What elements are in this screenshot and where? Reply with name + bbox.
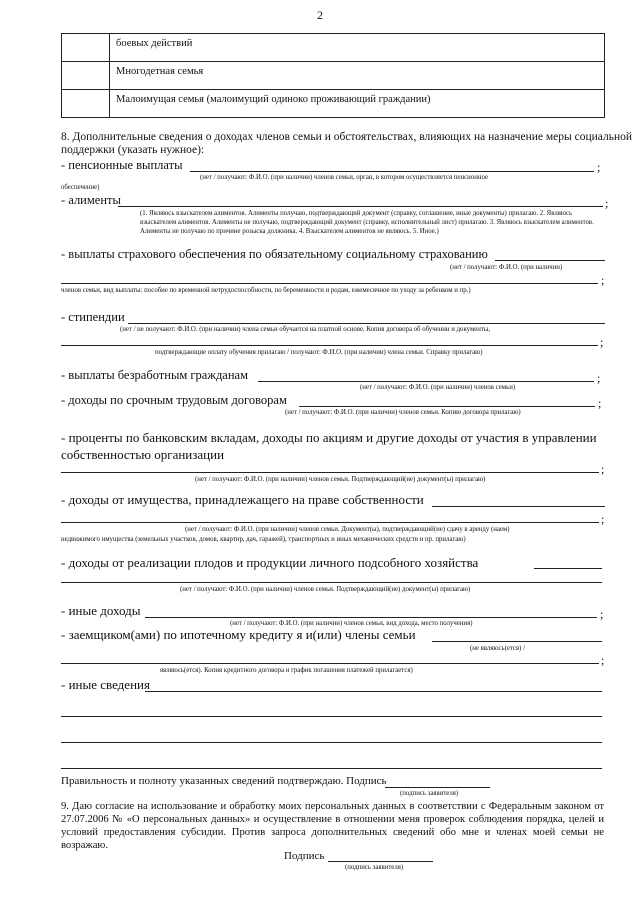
table-cell <box>62 90 110 118</box>
unemployed-label: - выплаты безработным гражданам <box>61 368 249 382</box>
other-income-label: - иные доходы <box>61 603 141 618</box>
other-info-field-2[interactable] <box>61 716 602 717</box>
mortgage-field[interactable] <box>432 641 602 642</box>
confirm-text: Правильность и полноту указанных сведений подтверждаю. Подпись <box>61 775 387 787</box>
interest-label-cont: собственностью организации <box>61 447 225 462</box>
contracts-label: - доходы по срочным трудовым договорам <box>61 393 287 407</box>
property-field[interactable] <box>432 506 605 507</box>
interest-field[interactable] <box>61 472 599 473</box>
final-signature-field[interactable] <box>328 861 433 862</box>
other-info-label: - иные сведения <box>61 677 150 692</box>
stipend-field[interactable] <box>128 323 605 324</box>
mortgage-hint-cont: являюсь(ется). Копия кредитного договора и график погашения платежей прилагается) <box>160 667 413 674</box>
semicolon: ; <box>601 462 605 476</box>
pension-hint: (нет / получают: Ф.И.О. (при наличии) членов семьи, орган, в котором осуществляется пенсионное <box>200 174 488 181</box>
mortgage-field-2[interactable] <box>61 663 599 664</box>
semicolon: ; <box>601 653 605 667</box>
semicolon: ; <box>597 160 601 174</box>
pension-field[interactable] <box>190 171 594 172</box>
mortgage-hint: (не являюсь(ется) / <box>470 645 525 652</box>
stipend-label: - стипендии <box>61 310 125 324</box>
table-row <box>62 34 605 62</box>
mortgage-label: - заемщиком(ами) по ипотечному кредиту я и(или) члены семьи <box>61 627 416 642</box>
unemployed-field[interactable] <box>258 381 594 382</box>
semicolon: ; <box>605 196 609 210</box>
pension-hint-cont: обеспечение) <box>61 184 100 191</box>
semicolon: ; <box>601 512 605 526</box>
alimony-hint: (1. Являюсь взыскателем алиментов. Алименты получаю, подтверждающий документ (справку, соглашение, иные документы) прилагаю. 2. Являюсь взыскателем алиментов. Алименты не получаю, подтверждающий документ (справку, исполнительный лист) прилагаю. 3. Являюсь взыскателем алиментов. Алименты не получаю по причине розыска должника. 4. Взыскателем алиментов не являюсь. 5. Иное.) <box>140 210 594 235</box>
page-number: 2 <box>317 8 323 22</box>
stipend-hint-cont: подтверждающие оплату обучения прилагаю / получают: Ф.И.О. (при наличии) члена семьи. Справку прилагаю) <box>155 349 483 356</box>
property-field-2[interactable] <box>61 522 599 523</box>
alimony-label: - алименты <box>61 193 121 207</box>
stipend-field-2[interactable] <box>61 345 598 346</box>
interest-label: - проценты по банковским вкладам, доходы по акциям и другие доходы от участия в управлении <box>61 430 597 445</box>
property-label: - доходы от имущества, принадлежащего на праве собственности <box>61 492 424 507</box>
table-row <box>62 90 605 118</box>
consent-paragraph: 9. Даю согласие на использование и обработку моих персональных данных в соответствии с Федеральным законом от 27.07.2006 № «О персональных данных» и осуществление в отношении меня проверок соблюдения порядка, целей и условий предоставления субсидии. Против запроса дополнительных сведений обо мне и членах моей семьи не возражаю. <box>61 801 604 851</box>
other-info-field-3[interactable] <box>61 742 602 743</box>
benefit-table <box>61 33 605 118</box>
sign-label: Подпись <box>284 850 325 862</box>
table-cell: Многодетная семья <box>110 62 605 90</box>
alimony-field[interactable] <box>118 206 603 207</box>
farm-hint: (нет / получают: Ф.И.О. (при наличии) членов семьи. Подтверждающий(ие) документ(ы) прилагаю) <box>180 586 471 593</box>
contracts-hint: (нет / получают: Ф.И.О. (при наличии) членов семьи. Копию договора прилагаю) <box>285 409 521 416</box>
other-info-field-4[interactable] <box>61 768 602 769</box>
semicolon: ; <box>597 371 601 385</box>
other-info-field[interactable] <box>145 691 602 692</box>
confirm-signature-field[interactable] <box>385 787 490 788</box>
property-hint: (нет / получают: Ф.И.О. (при наличии) членов семьи. Документ(ы), подтверждающий(ие) сдачу в аренду (наем) <box>185 526 510 533</box>
insurance-hint-cont: членов семьи, вид выплаты: пособие по временной нетрудоспособности, по беременности и родам, ежемесячное по уходу за ребенком и пр.) <box>61 287 471 294</box>
section8-heading: 8. Дополнительные сведения о доходах членов семьи и обстоятельствах, влияющих на назначение меры социальной <box>61 131 632 143</box>
section8-heading-cont: поддержки (указать нужное): <box>61 144 205 156</box>
semicolon: ; <box>598 396 602 410</box>
insurance-label: - выплаты страхового обеспечения по обязательному социальному страхованию <box>61 247 488 261</box>
interest-hint: (нет / получают: Ф.И.О. (при наличии) членов семьи. Подтверждающий(ие) документ(ы) прилагаю) <box>195 476 486 483</box>
insurance-field[interactable] <box>495 260 605 261</box>
property-hint-cont: недвижимого имущества (земельных участков, домов, квартир, дач, гаражей), транспортных и иных механических средств и пр. прилагаю) <box>61 536 466 543</box>
pension-label: - пенсионные выплаты <box>61 158 183 172</box>
final-signature-hint: (подпись заявителя) <box>345 864 404 871</box>
table-cell <box>62 62 110 90</box>
table-row <box>62 62 605 90</box>
table-cell: боевых действий <box>110 34 605 62</box>
other-income-hint: (нет / получают: Ф.И.О. (при наличии) членов семьи, вид дохода, место получения) <box>230 620 473 627</box>
contracts-field[interactable] <box>299 406 595 407</box>
semicolon: ; <box>600 607 604 621</box>
insurance-hint: (нет / получают: Ф.И.О. (при наличии) <box>450 264 563 271</box>
semicolon: ; <box>601 273 605 287</box>
farm-field-2[interactable] <box>61 582 602 583</box>
table-cell: Малоимущая семья (малоимущий одиноко проживающий граждании) <box>110 90 605 118</box>
farm-label: - доходы от реализации плодов и продукции личного подсобного хозяйства <box>61 555 479 570</box>
insurance-field-2[interactable] <box>61 283 598 284</box>
semicolon: ; <box>600 335 604 349</box>
unemployed-hint: (нет / получают: Ф.И.О. (при наличии) членов семьи) <box>360 384 516 391</box>
farm-field[interactable] <box>534 568 602 569</box>
confirm-signature-hint: (подпись заявителя) <box>400 790 459 797</box>
stipend-hint: (нет / не получают: Ф.И.О. (при наличии) члена семьи обучается на платной основе. Копия договора об обучении и документы, <box>120 326 491 333</box>
other-income-field[interactable] <box>145 617 597 618</box>
table-cell <box>62 34 110 62</box>
